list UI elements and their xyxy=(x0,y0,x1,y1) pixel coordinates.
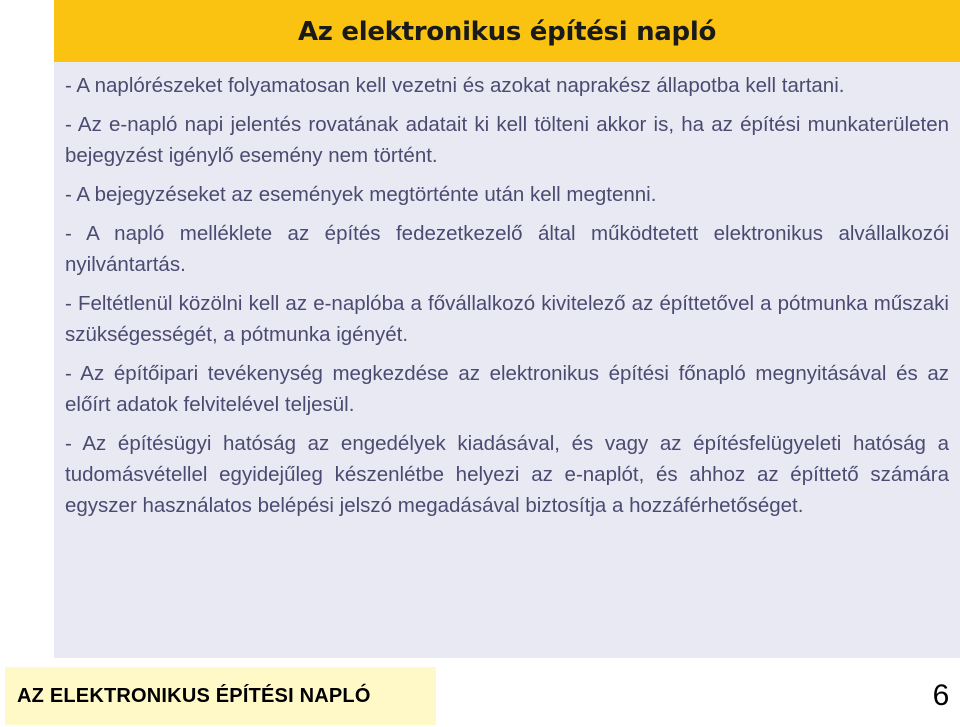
paragraph-1: - A naplórészeket folyamatosan kell vezetni és azokat naprakész állapotba kell tartani. xyxy=(65,74,845,97)
paragraph-7: - Az építésügyi hatóság az engedélyek kiadásával, és vagy az építésfelügyeleti hatóság a tudomásvétellel egyidejűleg készenlétbe helyezi az e-naplót, és ahhoz az építtető számára egyszer használatos belépési jelszó megadásával biztosítja a hozzáférhetőséget. xyxy=(65,432,949,517)
page-number: 6 xyxy=(932,679,950,712)
footer-label-box xyxy=(5,667,436,725)
slide-title: Az elektronikus építési napló xyxy=(297,17,717,47)
paragraph-6: - Az építőipari tevékenység megkezdése az elektronikus építési főnapló megnyitásával és az előírt adatok felvitelével teljesül. xyxy=(65,362,949,416)
footer-label: AZ ELEKTRONIKUS ÉPÍTÉSI NAPLÓ xyxy=(17,684,371,707)
paragraph-3: - A bejegyzéseket az események megtörténte után kell megtenni. xyxy=(65,183,657,206)
paragraph-list xyxy=(65,70,949,529)
title-bar xyxy=(54,0,960,62)
paragraph-5: - Feltétlenül közölni kell az e-naplóba a fővállalkozó kivitelező az építtetővel a pótmunka műszaki szükségességét, a pótmunka igényét. xyxy=(65,292,949,346)
paragraph-2: - Az e-napló napi jelentés rovatának adatait ki kell tölteni akkor is, ha az építési munkaterületen bejegyzést igénylő esemény nem történt. xyxy=(65,113,949,167)
paragraph-4: - A napló melléklete az építés fedezetkezelő által működtetett elektronikus alvállalkozói nyilvántartás. xyxy=(65,222,949,276)
